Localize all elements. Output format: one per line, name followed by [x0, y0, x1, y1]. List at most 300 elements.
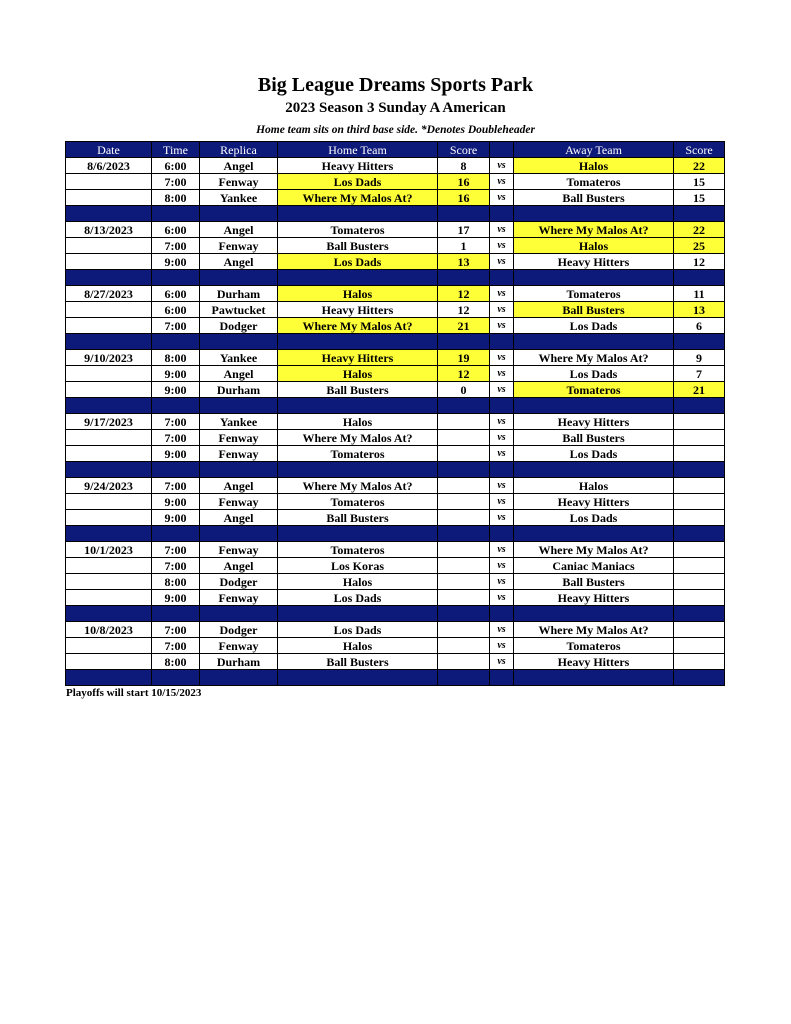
vs-cell: vs: [490, 430, 514, 446]
separator-cell: [200, 606, 278, 622]
time-cell: 7:00: [152, 414, 200, 430]
header-home-team: Home Team: [278, 142, 438, 158]
home-team-cell: Ball Busters: [278, 510, 438, 526]
away-team-cell: Ball Busters: [514, 574, 674, 590]
playoffs-note: Playoffs will start 10/15/2023: [66, 687, 202, 699]
separator-cell: [278, 206, 438, 222]
time-cell: 9:00: [152, 382, 200, 398]
date-cell: [66, 654, 152, 670]
home-team-cell: Where My Malos At?: [278, 478, 438, 494]
vs-cell: vs: [490, 654, 514, 670]
home-team-cell: Halos: [278, 638, 438, 654]
replica-cell: Angel: [200, 558, 278, 574]
home-score-cell: 12: [438, 366, 490, 382]
vs-cell: vs: [490, 382, 514, 398]
home-score-cell: [438, 574, 490, 590]
time-cell: 9:00: [152, 590, 200, 606]
away-score-cell: 7: [674, 366, 725, 382]
separator-cell: [674, 462, 725, 478]
home-team-cell: Tomateros: [278, 542, 438, 558]
separator-cell: [514, 526, 674, 542]
home-team-cell: Heavy Hitters: [278, 302, 438, 318]
game-row: [66, 558, 725, 574]
away-score-cell: [674, 558, 725, 574]
date-cell: [66, 590, 152, 606]
away-score-cell: 15: [674, 190, 725, 206]
date-cell: [66, 574, 152, 590]
replica-cell: Angel: [200, 510, 278, 526]
date-cell: [66, 318, 152, 334]
separator-cell: [674, 606, 725, 622]
home-team-cell: Los Dads: [278, 622, 438, 638]
separator-cell: [674, 526, 725, 542]
home-team-cell: Tomateros: [278, 446, 438, 462]
separator-cell: [278, 526, 438, 542]
separator-cell: [674, 270, 725, 286]
time-cell: 9:00: [152, 254, 200, 270]
separator-cell: [490, 462, 514, 478]
header-date: Date: [66, 142, 152, 158]
away-team-cell: Where My Malos At?: [514, 622, 674, 638]
separator-cell: [674, 398, 725, 414]
separator-cell: [200, 462, 278, 478]
home-score-cell: 17: [438, 222, 490, 238]
home-score-cell: 16: [438, 190, 490, 206]
header-home-score: Score: [438, 142, 490, 158]
separator-cell: [514, 398, 674, 414]
away-score-cell: [674, 654, 725, 670]
home-score-cell: [438, 446, 490, 462]
home-team-cell: Los Koras: [278, 558, 438, 574]
away-team-cell: Los Dads: [514, 318, 674, 334]
separator-cell: [152, 462, 200, 478]
separator-cell: [490, 670, 514, 686]
separator-cell: [200, 398, 278, 414]
date-cell: 9/17/2023: [66, 414, 152, 430]
away-score-cell: [674, 478, 725, 494]
vs-cell: vs: [490, 174, 514, 190]
vs-cell: vs: [490, 494, 514, 510]
time-cell: 6:00: [152, 286, 200, 302]
replica-cell: Angel: [200, 478, 278, 494]
time-cell: 7:00: [152, 478, 200, 494]
game-row: [66, 638, 725, 654]
separator-cell: [66, 270, 152, 286]
replica-cell: Fenway: [200, 174, 278, 190]
home-team-cell: Los Dads: [278, 254, 438, 270]
header-away-score: Score: [674, 142, 725, 158]
separator-cell: [514, 270, 674, 286]
home-score-cell: [438, 542, 490, 558]
time-cell: 7:00: [152, 638, 200, 654]
game-row: [66, 430, 725, 446]
separator-cell: [152, 334, 200, 350]
replica-cell: Fenway: [200, 446, 278, 462]
away-score-cell: 22: [674, 158, 725, 174]
game-row: [66, 590, 725, 606]
date-cell: [66, 254, 152, 270]
home-score-cell: [438, 622, 490, 638]
time-cell: 8:00: [152, 654, 200, 670]
date-cell: [66, 638, 152, 654]
time-cell: 7:00: [152, 558, 200, 574]
away-score-cell: 25: [674, 238, 725, 254]
home-score-cell: [438, 558, 490, 574]
away-team-cell: Where My Malos At?: [514, 222, 674, 238]
date-cell: 8/6/2023: [66, 158, 152, 174]
away-team-cell: Halos: [514, 238, 674, 254]
time-cell: 9:00: [152, 366, 200, 382]
separator-cell: [152, 206, 200, 222]
week-separator: [66, 462, 725, 478]
home-score-cell: 13: [438, 254, 490, 270]
home-team-cell: Los Dads: [278, 590, 438, 606]
away-score-cell: [674, 494, 725, 510]
header-time: Time: [152, 142, 200, 158]
separator-cell: [66, 670, 152, 686]
away-team-cell: Halos: [514, 478, 674, 494]
separator-cell: [200, 670, 278, 686]
away-team-cell: Los Dads: [514, 366, 674, 382]
schedule-note: Home team sits on third base side. *Denotes Doubleheader: [256, 124, 535, 136]
home-team-cell: Heavy Hitters: [278, 158, 438, 174]
time-cell: 7:00: [152, 238, 200, 254]
time-cell: 7:00: [152, 622, 200, 638]
game-row: [66, 622, 725, 638]
vs-cell: vs: [490, 478, 514, 494]
date-cell: [66, 238, 152, 254]
separator-cell: [152, 398, 200, 414]
away-score-cell: 22: [674, 222, 725, 238]
schedule-body: [66, 158, 725, 686]
away-team-cell: Caniac Maniacs: [514, 558, 674, 574]
away-team-cell: Heavy Hitters: [514, 414, 674, 430]
home-score-cell: 21: [438, 318, 490, 334]
week-separator: [66, 206, 725, 222]
home-team-cell: Heavy Hitters: [278, 350, 438, 366]
home-team-cell: Los Dads: [278, 174, 438, 190]
header-vs: [490, 142, 514, 158]
game-row: [66, 510, 725, 526]
away-team-cell: Los Dads: [514, 510, 674, 526]
time-cell: 8:00: [152, 350, 200, 366]
separator-cell: [514, 206, 674, 222]
away-team-cell: Heavy Hitters: [514, 590, 674, 606]
away-score-cell: [674, 510, 725, 526]
replica-cell: Durham: [200, 382, 278, 398]
home-score-cell: 8: [438, 158, 490, 174]
replica-cell: Dodger: [200, 318, 278, 334]
game-row: [66, 158, 725, 174]
vs-cell: vs: [490, 222, 514, 238]
away-team-cell: Los Dads: [514, 446, 674, 462]
away-team-cell: Heavy Hitters: [514, 254, 674, 270]
separator-cell: [438, 206, 490, 222]
week-separator: [66, 670, 725, 686]
separator-cell: [278, 462, 438, 478]
separator-cell: [278, 270, 438, 286]
away-score-cell: 13: [674, 302, 725, 318]
page-subtitle: 2023 Season 3 Sunday A American: [285, 100, 506, 116]
date-cell: 9/10/2023: [66, 350, 152, 366]
home-team-cell: Halos: [278, 574, 438, 590]
vs-cell: vs: [490, 542, 514, 558]
separator-cell: [278, 670, 438, 686]
game-row: [66, 174, 725, 190]
game-row: [66, 222, 725, 238]
week-separator: [66, 270, 725, 286]
replica-cell: Fenway: [200, 638, 278, 654]
home-score-cell: 16: [438, 174, 490, 190]
vs-cell: vs: [490, 558, 514, 574]
separator-cell: [514, 462, 674, 478]
replica-cell: Durham: [200, 286, 278, 302]
vs-cell: vs: [490, 318, 514, 334]
vs-cell: vs: [490, 446, 514, 462]
home-team-cell: Where My Malos At?: [278, 318, 438, 334]
replica-cell: Yankee: [200, 190, 278, 206]
game-row: [66, 318, 725, 334]
separator-cell: [278, 398, 438, 414]
home-team-cell: Where My Malos At?: [278, 430, 438, 446]
away-team-cell: Tomateros: [514, 174, 674, 190]
game-row: [66, 350, 725, 366]
home-score-cell: 19: [438, 350, 490, 366]
vs-cell: vs: [490, 622, 514, 638]
away-team-cell: Tomateros: [514, 382, 674, 398]
week-separator: [66, 526, 725, 542]
game-row: [66, 654, 725, 670]
date-cell: 9/24/2023: [66, 478, 152, 494]
page-title: Big League Dreams Sports Park: [257, 74, 534, 96]
separator-cell: [200, 334, 278, 350]
replica-cell: Fenway: [200, 590, 278, 606]
away-score-cell: [674, 542, 725, 558]
date-cell: [66, 510, 152, 526]
away-score-cell: [674, 414, 725, 430]
home-team-cell: Where My Malos At?: [278, 190, 438, 206]
date-cell: [66, 494, 152, 510]
time-cell: 7:00: [152, 542, 200, 558]
replica-cell: Fenway: [200, 494, 278, 510]
separator-cell: [674, 206, 725, 222]
replica-cell: Durham: [200, 654, 278, 670]
home-team-cell: Ball Busters: [278, 382, 438, 398]
game-row: [66, 574, 725, 590]
away-score-cell: 12: [674, 254, 725, 270]
separator-cell: [152, 670, 200, 686]
replica-cell: Dodger: [200, 574, 278, 590]
away-score-cell: 11: [674, 286, 725, 302]
away-score-cell: [674, 622, 725, 638]
time-cell: 7:00: [152, 174, 200, 190]
date-cell: [66, 190, 152, 206]
schedule-table: [65, 141, 725, 686]
game-row: [66, 478, 725, 494]
home-score-cell: 0: [438, 382, 490, 398]
vs-cell: vs: [490, 254, 514, 270]
date-cell: 8/27/2023: [66, 286, 152, 302]
replica-cell: Fenway: [200, 542, 278, 558]
separator-cell: [438, 334, 490, 350]
replica-cell: Pawtucket: [200, 302, 278, 318]
home-score-cell: [438, 430, 490, 446]
separator-cell: [200, 526, 278, 542]
separator-cell: [490, 606, 514, 622]
separator-cell: [152, 526, 200, 542]
away-score-cell: [674, 430, 725, 446]
game-row: [66, 382, 725, 398]
separator-cell: [490, 526, 514, 542]
home-score-cell: [438, 478, 490, 494]
time-cell: 6:00: [152, 302, 200, 318]
replica-cell: Angel: [200, 158, 278, 174]
game-row: [66, 302, 725, 318]
away-team-cell: Ball Busters: [514, 430, 674, 446]
date-cell: [66, 558, 152, 574]
separator-cell: [438, 270, 490, 286]
time-cell: 8:00: [152, 190, 200, 206]
separator-cell: [278, 606, 438, 622]
date-cell: [66, 430, 152, 446]
home-score-cell: [438, 414, 490, 430]
game-row: [66, 286, 725, 302]
away-score-cell: [674, 446, 725, 462]
separator-cell: [438, 670, 490, 686]
home-team-cell: Ball Busters: [278, 654, 438, 670]
vs-cell: vs: [490, 510, 514, 526]
home-team-cell: Ball Busters: [278, 238, 438, 254]
replica-cell: Angel: [200, 254, 278, 270]
home-score-cell: [438, 654, 490, 670]
separator-cell: [490, 398, 514, 414]
time-cell: 7:00: [152, 430, 200, 446]
home-team-cell: Tomateros: [278, 222, 438, 238]
separator-cell: [66, 462, 152, 478]
time-cell: 9:00: [152, 494, 200, 510]
separator-cell: [200, 206, 278, 222]
home-score-cell: [438, 510, 490, 526]
time-cell: 6:00: [152, 158, 200, 174]
vs-cell: vs: [490, 286, 514, 302]
game-row: [66, 494, 725, 510]
separator-cell: [200, 270, 278, 286]
replica-cell: Angel: [200, 222, 278, 238]
separator-cell: [66, 398, 152, 414]
vs-cell: vs: [490, 414, 514, 430]
away-team-cell: Tomateros: [514, 286, 674, 302]
time-cell: 7:00: [152, 318, 200, 334]
home-score-cell: [438, 590, 490, 606]
date-cell: [66, 302, 152, 318]
vs-cell: vs: [490, 158, 514, 174]
away-score-cell: 21: [674, 382, 725, 398]
game-row: [66, 254, 725, 270]
separator-cell: [66, 606, 152, 622]
replica-cell: Fenway: [200, 430, 278, 446]
away-score-cell: [674, 590, 725, 606]
time-cell: 8:00: [152, 574, 200, 590]
separator-cell: [490, 334, 514, 350]
replica-cell: Angel: [200, 366, 278, 382]
separator-cell: [438, 398, 490, 414]
game-row: [66, 238, 725, 254]
date-cell: [66, 366, 152, 382]
vs-cell: vs: [490, 590, 514, 606]
game-row: [66, 414, 725, 430]
separator-cell: [278, 334, 438, 350]
separator-cell: [674, 334, 725, 350]
away-team-cell: Ball Busters: [514, 302, 674, 318]
home-score-cell: 12: [438, 302, 490, 318]
away-score-cell: [674, 638, 725, 654]
game-row: [66, 190, 725, 206]
date-cell: [66, 446, 152, 462]
replica-cell: Yankee: [200, 414, 278, 430]
away-team-cell: Halos: [514, 158, 674, 174]
home-score-cell: [438, 638, 490, 654]
home-team-cell: Halos: [278, 286, 438, 302]
vs-cell: vs: [490, 190, 514, 206]
week-separator: [66, 334, 725, 350]
away-team-cell: Ball Busters: [514, 190, 674, 206]
separator-cell: [438, 526, 490, 542]
vs-cell: vs: [490, 350, 514, 366]
separator-cell: [152, 606, 200, 622]
game-row: [66, 446, 725, 462]
separator-cell: [490, 270, 514, 286]
date-cell: 10/8/2023: [66, 622, 152, 638]
vs-cell: vs: [490, 238, 514, 254]
date-cell: 10/1/2023: [66, 542, 152, 558]
separator-cell: [152, 270, 200, 286]
time-cell: 9:00: [152, 510, 200, 526]
home-team-cell: Tomateros: [278, 494, 438, 510]
vs-cell: vs: [490, 574, 514, 590]
away-team-cell: Heavy Hitters: [514, 654, 674, 670]
separator-cell: [66, 526, 152, 542]
week-separator: [66, 606, 725, 622]
away-score-cell: 15: [674, 174, 725, 190]
home-score-cell: 12: [438, 286, 490, 302]
replica-cell: Dodger: [200, 622, 278, 638]
header-away-team: Away Team: [514, 142, 674, 158]
away-score-cell: 6: [674, 318, 725, 334]
time-cell: 9:00: [152, 446, 200, 462]
date-cell: [66, 382, 152, 398]
separator-cell: [514, 334, 674, 350]
vs-cell: vs: [490, 638, 514, 654]
game-row: [66, 542, 725, 558]
away-team-cell: Where My Malos At?: [514, 542, 674, 558]
game-row: [66, 366, 725, 382]
time-cell: 6:00: [152, 222, 200, 238]
home-team-cell: Halos: [278, 366, 438, 382]
home-score-cell: [438, 494, 490, 510]
date-cell: [66, 174, 152, 190]
separator-cell: [674, 670, 725, 686]
header-replica: Replica: [200, 142, 278, 158]
away-score-cell: [674, 574, 725, 590]
separator-cell: [66, 334, 152, 350]
separator-cell: [66, 206, 152, 222]
replica-cell: Yankee: [200, 350, 278, 366]
separator-cell: [438, 606, 490, 622]
separator-cell: [490, 206, 514, 222]
vs-cell: vs: [490, 302, 514, 318]
vs-cell: vs: [490, 366, 514, 382]
separator-cell: [514, 670, 674, 686]
